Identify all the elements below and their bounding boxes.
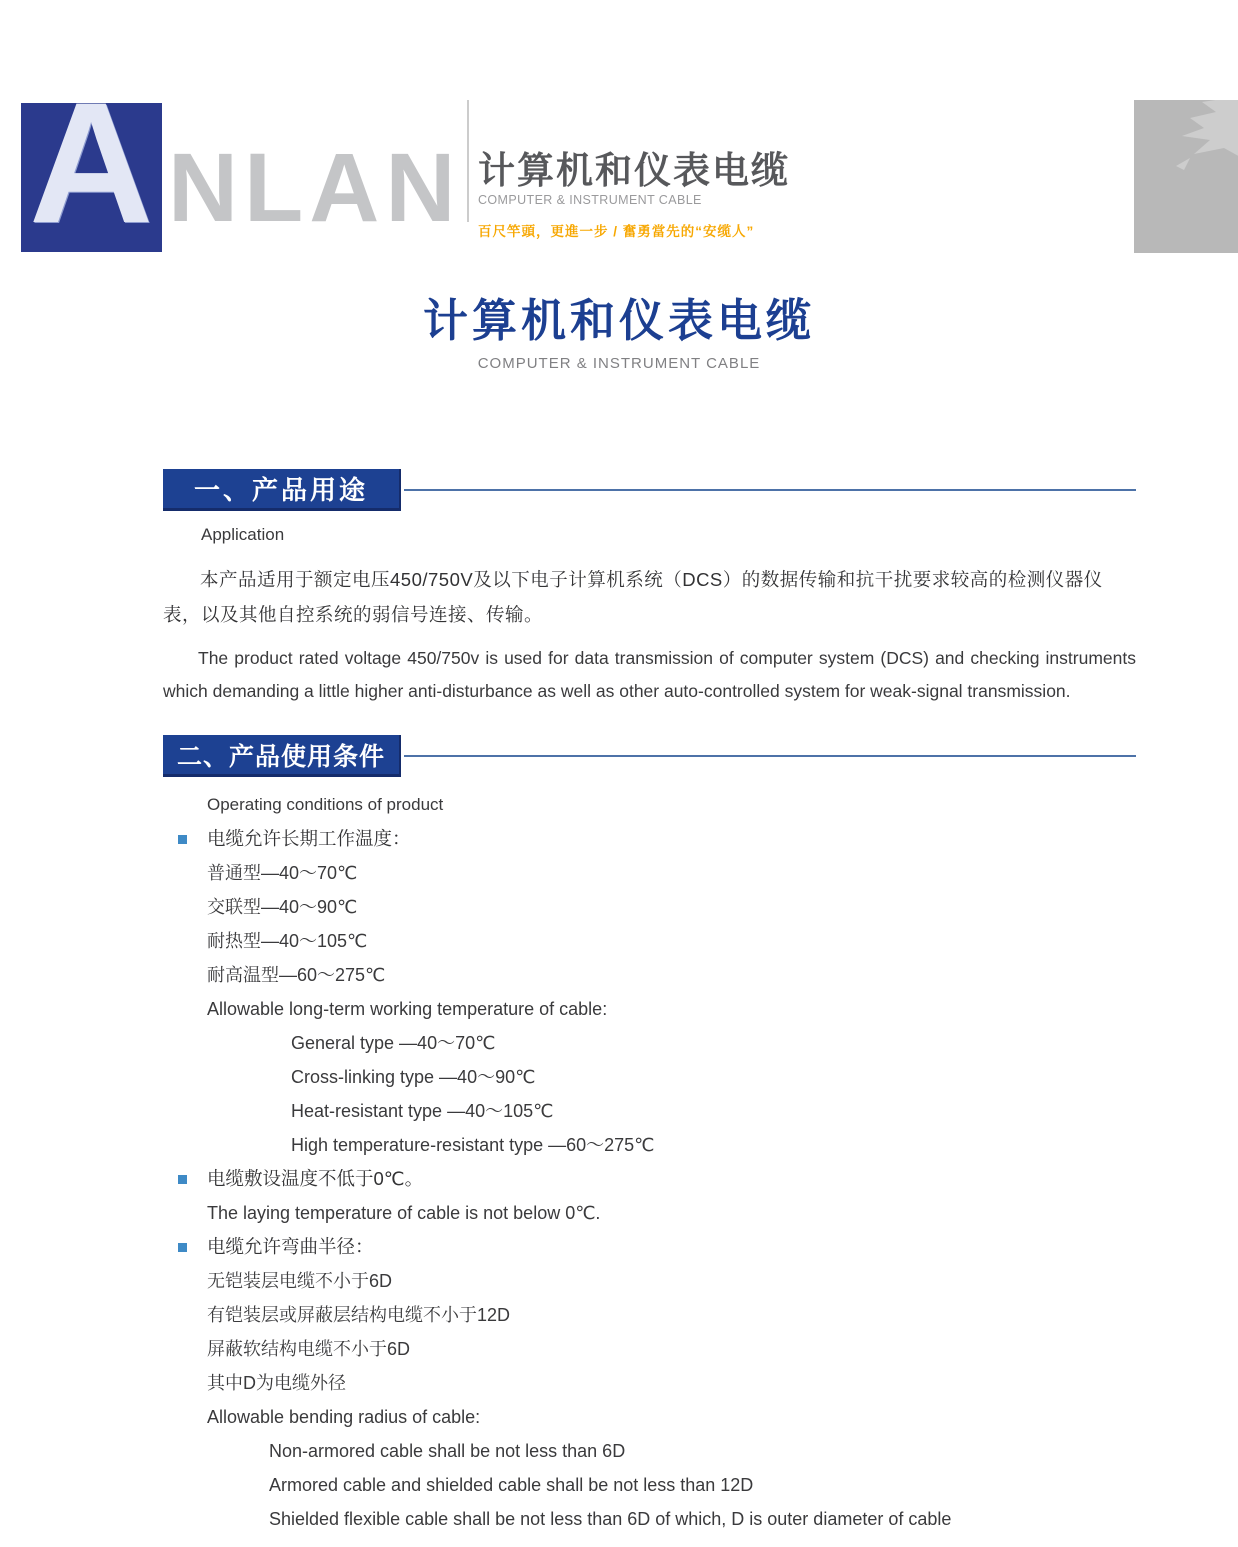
list-line: 耐高温型—60～275℃ [207,965,386,985]
bullet-square-icon [178,1243,187,1252]
list-line: The laying temperature of cable is not below 0℃. [207,1203,601,1223]
header-title-block [478,150,790,240]
leaf-decoration-icon [1134,100,1238,216]
list-line: 耐热型—40～105℃ [207,931,368,951]
list-line-indented: General type —40～70℃ [291,1033,496,1053]
list-line-indented: Cross-linking type —40～90℃ [291,1067,536,1087]
list-item-laying-temperature [163,1162,1136,1230]
section-1-heading [163,468,1136,512]
page-title [0,295,1238,373]
list-line: 其中D为电缆外径 [207,1373,346,1393]
list-line-indented: Shielded flexible cable shall be not less than 6D of which, D is outer diameter of cable [269,1509,952,1529]
section-1-subheading: Application [201,525,285,544]
list-line: 交联型—40～90℃ [207,897,358,917]
section-1-badge: 一、产品用途 [163,469,401,511]
header-product-name-cn: 计算机和仪表电缆 [478,150,790,191]
logo-letter-a: A [29,103,154,252]
page-title-cn: 计算机和仪表电缆 [422,295,815,346]
section-2-rule [404,755,1136,757]
list-line: 屏蔽软结构电缆不小于6D [207,1339,411,1359]
list-item-working-temperature [163,822,1136,1162]
bullet-square-icon [178,835,187,844]
list-line: 有铠装层或屏蔽层结构电缆不小于12D [207,1305,511,1325]
page-title-en: COMPUTER & INSTRUMENT CABLE [477,355,761,372]
list-line-indented: High temperature-resistant type —60～275℃ [291,1135,655,1155]
corner-photo [1134,100,1238,253]
application-paragraph-cn: 本产品适用于额定电压450/750V及以下电子计算机系统（DCS）的数据传输和抗干扰要求较高的检测仪器仪表，以及其他自控系统的弱信号连接、传输。 [163,569,1103,625]
anlan-logo-mark [21,103,162,252]
application-paragraph-en: The product rated voltage 450/750v is used for data transmission of computer system (DCS) and checking instruments which demanding a little higher anti-disturbance as well as other auto-controlled system for weak-signal transmission. [163,648,1136,701]
section-2-badge: 二、产品使用条件 [163,735,401,777]
section-2-subheading: Operating conditions of product [207,795,444,814]
bullet-title: 电缆允许弯曲半径： [207,1236,374,1257]
list-line-indented: Armored cable and shielded cable shall be not less than 12D [269,1475,754,1495]
header-slogan: 百尺竿頭，更進一步 / 奮勇當先的“安缆人” [478,224,755,239]
logo-letters-nlan: NLAN [168,133,462,242]
list-line-indented: Non-armored cable shall be not less than 6D [269,1441,626,1461]
bullet-title: 电缆敷设温度不低于0℃。 [207,1168,424,1189]
bullet-square-icon [178,1175,187,1184]
list-line-indented: Heat-resistant type —40～105℃ [291,1101,554,1121]
header-divider [467,100,469,222]
header-product-name-en: COMPUTER & INSTRUMENT CABLE [478,193,702,207]
section-2-heading [163,734,1136,778]
section-1-rule [404,489,1136,491]
list-line: 无铠装层电缆不小于6D [207,1271,393,1291]
list-line: Allowable long-term working temperature of cable: [207,999,608,1019]
list-line: Allowable bending radius of cable: [207,1407,481,1427]
list-line: 普通型—40～70℃ [207,863,358,883]
bullet-title: 电缆允许长期工作温度： [207,828,411,849]
content-column [163,468,1136,1536]
list-item-bending-radius [163,1230,1136,1536]
